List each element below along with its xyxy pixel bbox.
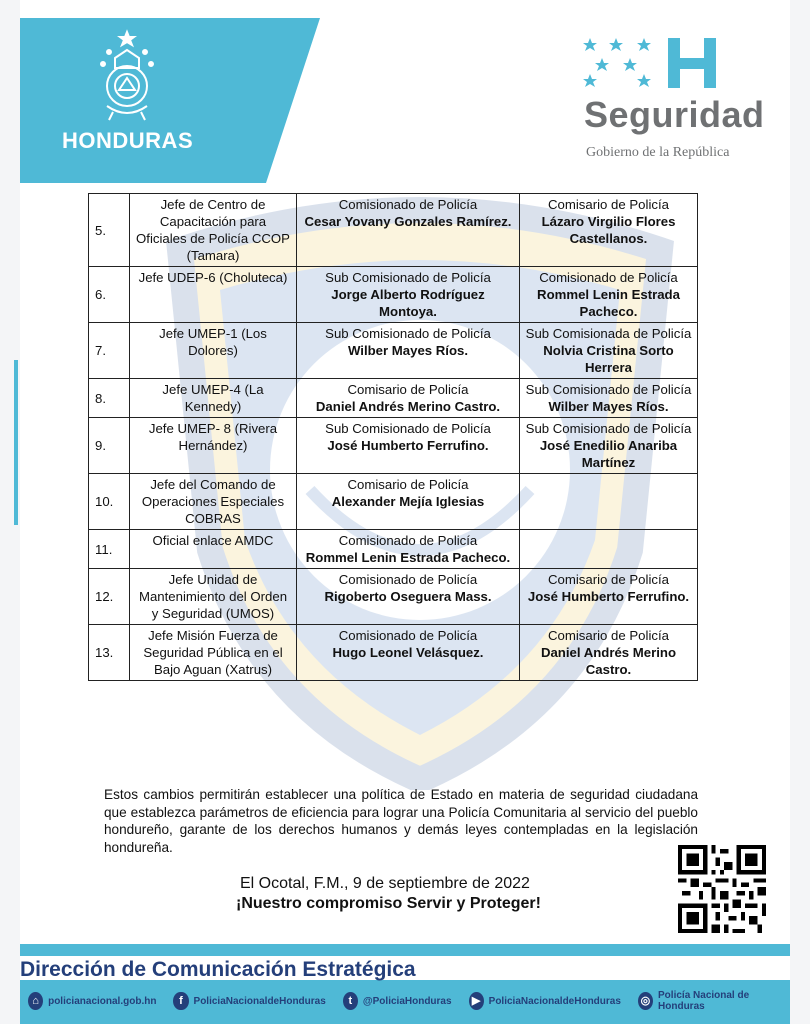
motto: ¡Nuestro compromiso Servir y Proteger!: [236, 895, 541, 912]
social-links: [28, 990, 788, 1012]
officer-name: Hugo Leonel Velásquez.: [332, 645, 484, 660]
assigned-officer-cell: [297, 569, 520, 625]
row-number: 9.: [89, 418, 130, 474]
social-link-text[interactable]: PoliciaNacionaldeHonduras: [193, 995, 326, 1007]
position-title: Jefe UMEP-1 (Los Dolores): [130, 323, 297, 379]
officer-name: José Humberto Ferrufino.: [527, 589, 690, 604]
officer-rank: Comisario de Policía: [548, 572, 669, 587]
table-row: [89, 569, 698, 625]
government-subtitle: Gobierno de la República: [586, 145, 730, 160]
assigned-officer-cell: [297, 625, 520, 681]
previous-officer-cell: [520, 418, 698, 474]
table-row: [89, 267, 698, 323]
officer-rank: Comisario de Policía: [548, 197, 669, 212]
officer-name: José Enedilio Anariba Martínez: [539, 438, 678, 470]
officer-name: Nolvia Cristina Sorto Herrera: [543, 343, 674, 375]
officer-rank: Sub Comisionada de Policía: [525, 326, 692, 341]
officer-rank: Comisionado de Policía: [338, 628, 478, 643]
qr-code[interactable]: [678, 845, 766, 933]
officer-name: Jorge Alberto Rodríguez Montoya.: [331, 287, 485, 319]
facebook-icon: f: [173, 992, 188, 1010]
officer-rank: Sub Comisionado de Policía: [325, 421, 491, 436]
row-number: 8.: [89, 379, 130, 418]
social-link-text[interactable]: policianacional.gob.hn: [48, 995, 157, 1007]
table-row: [89, 194, 698, 267]
position-title: Jefe UDEP-6 (Choluteca): [130, 267, 297, 323]
place-date: El Ocotal, F.M., 9 de septiembre de 2022: [240, 875, 530, 892]
officer-rank: Sub Comisionado de Policía: [325, 326, 491, 341]
officer-rank: Comisario de Policía: [347, 477, 469, 492]
row-number: 13.: [89, 625, 130, 681]
officer-name: Daniel Andrés Merino Castro.: [540, 645, 677, 677]
previous-officer-cell: [520, 530, 698, 569]
assigned-officer-cell: [297, 323, 520, 379]
previous-officer-cell: [520, 194, 698, 267]
instagram-icon: ◎: [638, 992, 653, 1010]
table-row: [89, 530, 698, 569]
position-title: Jefe Misión Fuerza de Seguridad Pública en el Bajo Aguan (Xatrus): [130, 625, 297, 681]
position-title: Jefe UMEP-4 (La Kennedy): [130, 379, 297, 418]
row-number: 6.: [89, 267, 130, 323]
officer-name: Cesar Yovany Gonzales Ramírez.: [304, 214, 512, 229]
social-link-text[interactable]: Policía Nacional de Honduras: [658, 990, 750, 1012]
table-row: [89, 625, 698, 681]
department-title: Dirección de Comunicación Estratégica: [20, 958, 416, 981]
seguridad-h-logo: [582, 36, 722, 90]
assigned-officer-cell: [297, 379, 520, 418]
position-title: Jefe UMEP- 8 (Rivera Hernández): [130, 418, 297, 474]
assigned-officer-cell: [297, 418, 520, 474]
officer-rank: Sub Comisionado de Policía: [325, 270, 491, 285]
assigned-officer-cell: [297, 530, 520, 569]
previous-officer-cell: [520, 569, 698, 625]
row-number: 7.: [89, 323, 130, 379]
assigned-officer-cell: [297, 267, 520, 323]
closing-paragraph: Estos cambios permitirán establecer una política de Estado en materia de seguridad ciudadana que establezca parámetros de eficiencia para lograr una Policía Comunitaria al servicio del pueblo hondureño, garante de los derechos humanos y demás leyes contempladas en la legislación hondureña.: [104, 787, 698, 855]
twitter-icon: t: [343, 992, 358, 1010]
social-link-text[interactable]: @PoliciaHonduras: [362, 995, 452, 1007]
officer-rank: Comisionado de Policía: [338, 533, 478, 548]
officer-rank: Comisionado de Policía: [338, 197, 478, 212]
position-title: Jefe de Centro de Capacitación para Oficiales de Policía CCOP (Tamara): [130, 194, 297, 267]
coat-of-arms-icon: [95, 28, 159, 124]
officer-rank: Sub Comisionado de Policía: [525, 421, 692, 436]
officer-rank: Comisionado de Policía: [539, 270, 678, 285]
table-row: [89, 418, 698, 474]
position-title: Oficial enlace AMDC: [130, 530, 297, 569]
left-accent-stripe: [14, 360, 18, 525]
position-title: Jefe Unidad de Mantenimiento del Orden y Seguridad (UMOS): [130, 569, 297, 625]
officer-name: Lázaro Virgilio Flores Castellanos.: [541, 214, 676, 246]
previous-officer-cell: [520, 474, 698, 530]
officer-name: Rigoberto Oseguera Mass.: [324, 589, 492, 604]
officer-rank: Comisionado de Policía: [338, 572, 478, 587]
table-row: [89, 474, 698, 530]
officer-name: Rommel Lenin Estrada Pacheco.: [305, 550, 511, 565]
row-number: 11.: [89, 530, 130, 569]
officer-name: Wilber Mayes Ríos.: [347, 343, 469, 358]
officer-rank: Sub Comisionado de Policía: [525, 382, 692, 397]
officer-name: Alexander Mejía Iglesias: [331, 494, 485, 509]
youtube-icon: ▶: [469, 992, 484, 1010]
previous-officer-cell: [520, 625, 698, 681]
position-title: Jefe del Comando de Operaciones Especiales COBRAS: [130, 474, 297, 530]
ministry-title: Seguridad: [584, 94, 765, 135]
assignments-table: [88, 193, 698, 681]
assigned-officer-cell: [297, 474, 520, 530]
assigned-officer-cell: [297, 194, 520, 267]
previous-officer-cell: [520, 379, 698, 418]
officer-name: Rommel Lenin Estrada Pacheco.: [537, 287, 680, 319]
officer-name: José Humberto Ferrufino.: [327, 438, 489, 453]
officer-name: Daniel Andrés Merino Castro.: [315, 399, 501, 414]
social-link-text[interactable]: PoliciaNacionaldeHonduras: [488, 995, 621, 1007]
officer-name: Wilber Mayes Ríos.: [548, 399, 669, 414]
home-icon: ⌂: [28, 992, 43, 1010]
row-number: 10.: [89, 474, 130, 530]
officer-rank: Comisario de Policía: [548, 628, 669, 643]
row-number: 12.: [89, 569, 130, 625]
footer-band: [20, 944, 790, 1024]
table-row: [89, 379, 698, 418]
previous-officer-cell: [520, 323, 698, 379]
officer-rank: Comisario de Policía: [347, 382, 469, 397]
previous-officer-cell: [520, 267, 698, 323]
table-row: [89, 323, 698, 379]
row-number: 5.: [89, 194, 130, 267]
country-label: HONDURAS: [62, 128, 194, 153]
